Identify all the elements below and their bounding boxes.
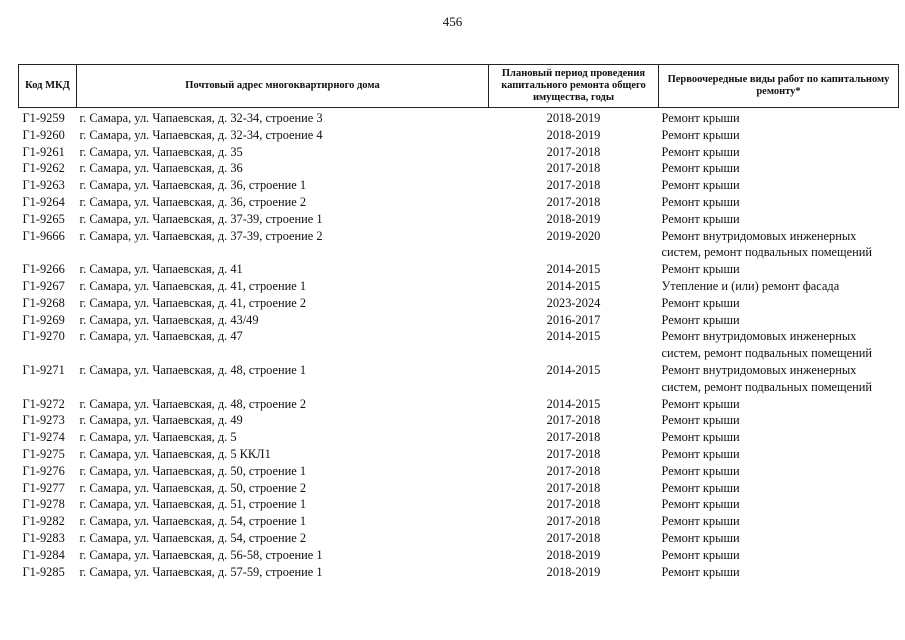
table-row	[19, 127, 899, 144]
header-work: Первоочередные виды работ по капитальному ремонту*	[659, 65, 899, 108]
cell-address: г. Самара, ул. Чапаевская, д. 51, строение 1	[79, 497, 307, 512]
cell-period: 2014-2015	[546, 362, 601, 377]
table-row	[19, 211, 899, 228]
cell-code: Г1-9282	[22, 514, 65, 529]
cell-work: Ремонт крыши	[661, 514, 740, 529]
cell-work: Ремонт крыши	[661, 127, 740, 142]
cell-work: Ремонт крыши	[661, 144, 740, 159]
cell-work: Ремонт крыши	[661, 497, 740, 512]
cell-address: г. Самара, ул. Чапаевская, д. 37-39, строение 2	[79, 228, 323, 243]
cell-code: Г1-9285	[22, 564, 65, 579]
table-row	[19, 228, 899, 262]
cell-code: Г1-9261	[22, 144, 65, 159]
cell-address: г. Самара, ул. Чапаевская, д. 56-58, строение 1	[79, 547, 323, 562]
table-row	[19, 446, 899, 463]
cell-work: Ремонт крыши	[661, 396, 740, 411]
table-row	[19, 463, 899, 480]
table-row	[19, 564, 899, 581]
table-row	[19, 547, 899, 564]
table-row	[19, 194, 899, 211]
cell-code: Г1-9283	[22, 530, 65, 545]
cell-period: 2019-2020	[546, 228, 601, 243]
table-row	[19, 480, 899, 497]
cell-code: Г1-9274	[22, 430, 65, 445]
cell-code: Г1-9265	[22, 211, 65, 226]
cell-address: г. Самара, ул. Чапаевская, д. 32-34, строение 3	[79, 111, 323, 125]
cell-address: г. Самара, ул. Чапаевская, д. 41, строение 1	[79, 278, 307, 293]
cell-period: 2017-2018	[546, 144, 601, 159]
cell-code: Г1-9272	[22, 396, 65, 411]
header-code: Код МКД	[19, 65, 77, 108]
cell-work: Ремонт крыши	[661, 446, 740, 461]
header-row	[19, 65, 899, 108]
cell-work: Ремонт крыши	[661, 463, 740, 478]
table-row	[19, 177, 899, 194]
cell-work: Ремонт крыши	[661, 547, 740, 562]
table-row	[19, 513, 899, 530]
cell-address: г. Самара, ул. Чапаевская, д. 36	[79, 161, 243, 176]
cell-address: г. Самара, ул. Чапаевская, д. 5	[79, 430, 237, 445]
cell-work: Ремонт крыши	[661, 194, 740, 209]
cell-code: Г1-9269	[22, 312, 65, 327]
table-header	[19, 65, 899, 108]
cell-address: г. Самара, ул. Чапаевская, д. 50, строение 1	[79, 463, 307, 478]
table-row	[19, 496, 899, 513]
cell-work: Ремонт крыши	[661, 111, 740, 125]
table-row	[19, 160, 899, 177]
cell-work: Ремонт крыши	[661, 262, 740, 277]
cell-address: г. Самара, ул. Чапаевская, д. 37-39, строение 1	[79, 211, 323, 226]
cell-period: 2017-2018	[546, 514, 601, 529]
cell-period: 2017-2018	[546, 530, 601, 545]
cell-work: Ремонт крыши	[661, 430, 740, 445]
cell-period: 2018-2019	[546, 127, 601, 142]
cell-address: г. Самара, ул. Чапаевская, д. 41, строение 2	[79, 295, 307, 310]
cell-address: г. Самара, ул. Чапаевская, д. 57-59, строение 1	[79, 564, 323, 579]
cell-address: г. Самара, ул. Чапаевская, д. 36, строение 2	[79, 194, 307, 209]
cell-period: 2017-2018	[546, 178, 601, 193]
cell-period: 2014-2015	[546, 278, 601, 293]
cell-code: Г1-9264	[22, 194, 65, 209]
cell-work: Ремонт крыши	[661, 312, 740, 327]
cell-work: Ремонт крыши	[661, 564, 740, 579]
cell-period: 2017-2018	[546, 413, 601, 428]
cell-code: Г1-9266	[22, 262, 65, 277]
cell-code: Г1-9273	[22, 413, 65, 428]
cell-period: 2014-2015	[546, 396, 601, 411]
cell-code: Г1-9260	[22, 127, 65, 142]
cell-period: 2018-2019	[546, 564, 601, 579]
cell-address: г. Самара, ул. Чапаевская, д. 36, строение 1	[79, 178, 307, 193]
cell-address: г. Самара, ул. Чапаевская, д. 54, строение 2	[79, 530, 307, 545]
cell-code: Г1-9262	[22, 161, 65, 176]
cell-code: Г1-9263	[22, 178, 65, 193]
cell-period: 2017-2018	[546, 446, 601, 461]
cell-period: 2017-2018	[546, 161, 601, 176]
table-row	[19, 144, 899, 161]
header-period: Плановый период проведения капитального ремонта общего имущества, годы	[489, 65, 659, 108]
cell-period: 2014-2015	[546, 329, 601, 344]
cell-code: Г1-9267	[22, 278, 65, 293]
table-row	[19, 261, 899, 278]
repair-schedule-table	[18, 64, 899, 580]
cell-address: г. Самара, ул. Чапаевская, д. 48, строение 2	[79, 396, 307, 411]
cell-period: 2017-2018	[546, 194, 601, 209]
cell-address: г. Самара, ул. Чапаевская, д. 48, строение 1	[79, 362, 307, 377]
cell-period: 2017-2018	[546, 497, 601, 512]
page-number: 456	[442, 14, 463, 29]
cell-code: Г1-9277	[22, 480, 65, 495]
cell-address: г. Самара, ул. Чапаевская, д. 54, строение 1	[79, 514, 307, 529]
cell-work: Ремонт внутридомовых инженерных систем, ремонт подвальных помещений	[661, 329, 872, 361]
cell-code: Г1-9278	[22, 497, 65, 512]
cell-address: г. Самара, ул. Чапаевская, д. 49	[79, 413, 243, 428]
table-row	[19, 312, 899, 329]
cell-work: Утепление и (или) ремонт фасада	[661, 278, 840, 293]
cell-address: г. Самара, ул. Чапаевская, д. 50, строение 2	[79, 480, 307, 495]
cell-code: Г1-9271	[22, 362, 65, 377]
cell-work: Ремонт крыши	[661, 413, 740, 428]
cell-code: Г1-9270	[22, 329, 65, 344]
cell-period: 2016-2017	[546, 312, 601, 327]
cell-address: г. Самара, ул. Чапаевская, д. 43/49	[79, 312, 259, 327]
cell-work: Ремонт крыши	[661, 211, 740, 226]
cell-period: 2017-2018	[546, 463, 601, 478]
table-row	[19, 108, 899, 127]
cell-address: г. Самара, ул. Чапаевская, д. 35	[79, 144, 243, 159]
table-row	[19, 328, 899, 362]
cell-work: Ремонт крыши	[661, 480, 740, 495]
cell-period: 2018-2019	[546, 111, 601, 125]
cell-code: Г1-9284	[22, 547, 65, 562]
cell-work: Ремонт крыши	[661, 178, 740, 193]
cell-period: 2018-2019	[546, 211, 601, 226]
header-address: Почтовый адрес многоквартирного дома	[77, 65, 489, 108]
table-row	[19, 412, 899, 429]
cell-period: 2017-2018	[546, 480, 601, 495]
cell-period: 2017-2018	[546, 430, 601, 445]
cell-code: Г1-9268	[22, 295, 65, 310]
cell-code: Г1-9259	[22, 111, 65, 125]
cell-work: Ремонт крыши	[661, 530, 740, 545]
cell-code: Г1-9275	[22, 446, 65, 461]
cell-code: Г1-9666	[22, 228, 65, 243]
table-row	[19, 530, 899, 547]
table-row	[19, 362, 899, 396]
cell-period: 2014-2015	[546, 262, 601, 277]
table-row	[19, 278, 899, 295]
cell-period: 2018-2019	[546, 547, 601, 562]
cell-address: г. Самара, ул. Чапаевская, д. 5 ККЛ1	[79, 446, 271, 461]
cell-address: г. Самара, ул. Чапаевская, д. 32-34, строение 4	[79, 127, 323, 142]
cell-code: Г1-9276	[22, 463, 65, 478]
table-row	[19, 295, 899, 312]
cell-address: г. Самара, ул. Чапаевская, д. 41	[79, 262, 243, 277]
table-row	[19, 429, 899, 446]
table-body	[19, 108, 899, 581]
cell-work: Ремонт крыши	[661, 161, 740, 176]
cell-work: Ремонт внутридомовых инженерных систем, ремонт подвальных помещений	[661, 362, 872, 394]
table-row	[19, 396, 899, 413]
cell-period: 2023-2024	[546, 295, 601, 310]
cell-work: Ремонт внутридомовых инженерных систем, ремонт подвальных помещений	[661, 228, 872, 260]
cell-work: Ремонт крыши	[661, 295, 740, 310]
cell-address: г. Самара, ул. Чапаевская, д. 47	[79, 329, 243, 344]
